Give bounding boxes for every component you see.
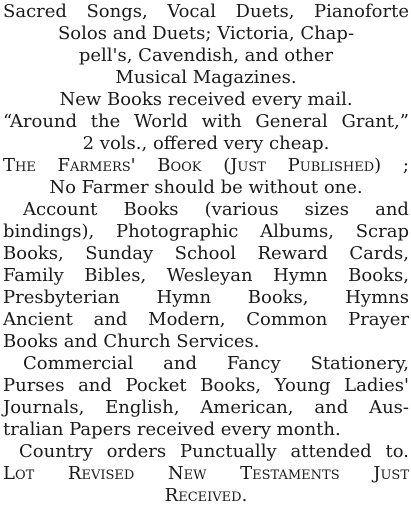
ad-text-line: Family Bibles, Wesleyan Hymn Books,: [3, 265, 409, 286]
ad-text-line: bindings), Photographic Albums, Scrap: [3, 221, 409, 242]
ad-text-line: No Farmer should be without one.: [49, 177, 363, 198]
ad-text-line: Books and Church Services.: [3, 331, 260, 352]
ad-text-line: Account Books (various sizes and: [23, 199, 409, 220]
ad-text-line: Commercial and Fancy Stationery,: [23, 353, 409, 374]
ad-text-line: pell's, Cavendish, and other: [78, 45, 334, 66]
ad-text-line: tralian Papers received every month.: [3, 419, 341, 440]
ad-text-line: 2 vols., offered very cheap.: [82, 133, 330, 154]
ad-text-line: Lot Revised New Testaments Just: [3, 463, 409, 484]
ad-text-line: Ancient and Modern, Common Prayer: [3, 309, 409, 330]
ad-text-line: The Farmers' Book (Just Published) ;: [3, 155, 409, 176]
ad-text-line: New Books received every mail.: [59, 89, 353, 110]
ad-text-line: Presbyterian Hymn Books, Hymns: [3, 287, 409, 308]
ad-text-line: Books, Sunday School Reward Cards,: [3, 243, 409, 264]
ad-text-line: Solos and Duets; Victoria, Chap-: [57, 23, 355, 44]
ad-text-line: “Around the World with General Grant,”: [3, 111, 409, 132]
ad-text-line: Sacred Songs, Vocal Duets, Pianoforte: [3, 1, 409, 22]
ad-text-line: Journals, English, American, and Aus-: [3, 397, 409, 418]
ad-text-line: Musical Magazines.: [115, 67, 297, 88]
ad-text-line: Received.: [164, 485, 248, 506]
ad-text-line: Country orders Punctually attended to.: [19, 441, 409, 462]
advertisement-column: [3, 2, 409, 511]
ad-text-line: Purses and Pocket Books, Young Ladies': [3, 375, 409, 396]
